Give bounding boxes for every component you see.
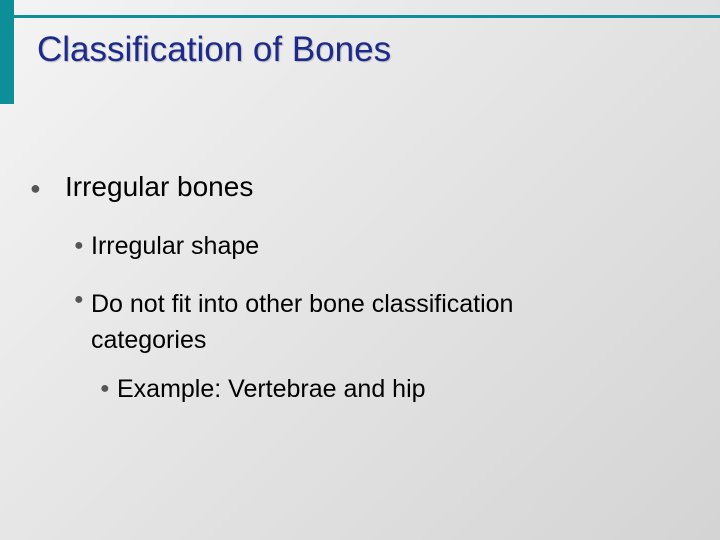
bullet-icon: ● xyxy=(74,237,84,254)
bullet-text: Irregular shape xyxy=(91,232,260,260)
accent-line xyxy=(14,15,720,18)
bullet-text: Irregular bones xyxy=(65,171,254,202)
bullet-text: Example: Vertebrae and hip xyxy=(117,375,426,403)
slide-title: Classification of Bones xyxy=(37,30,392,69)
bullet-text: Do not fit into other bone classification categories xyxy=(91,290,514,354)
bullet-icon: ● xyxy=(100,380,110,397)
accent-bar xyxy=(0,0,14,104)
bullet-icon: ● xyxy=(74,291,84,308)
bullet-icon: ● xyxy=(30,178,41,198)
